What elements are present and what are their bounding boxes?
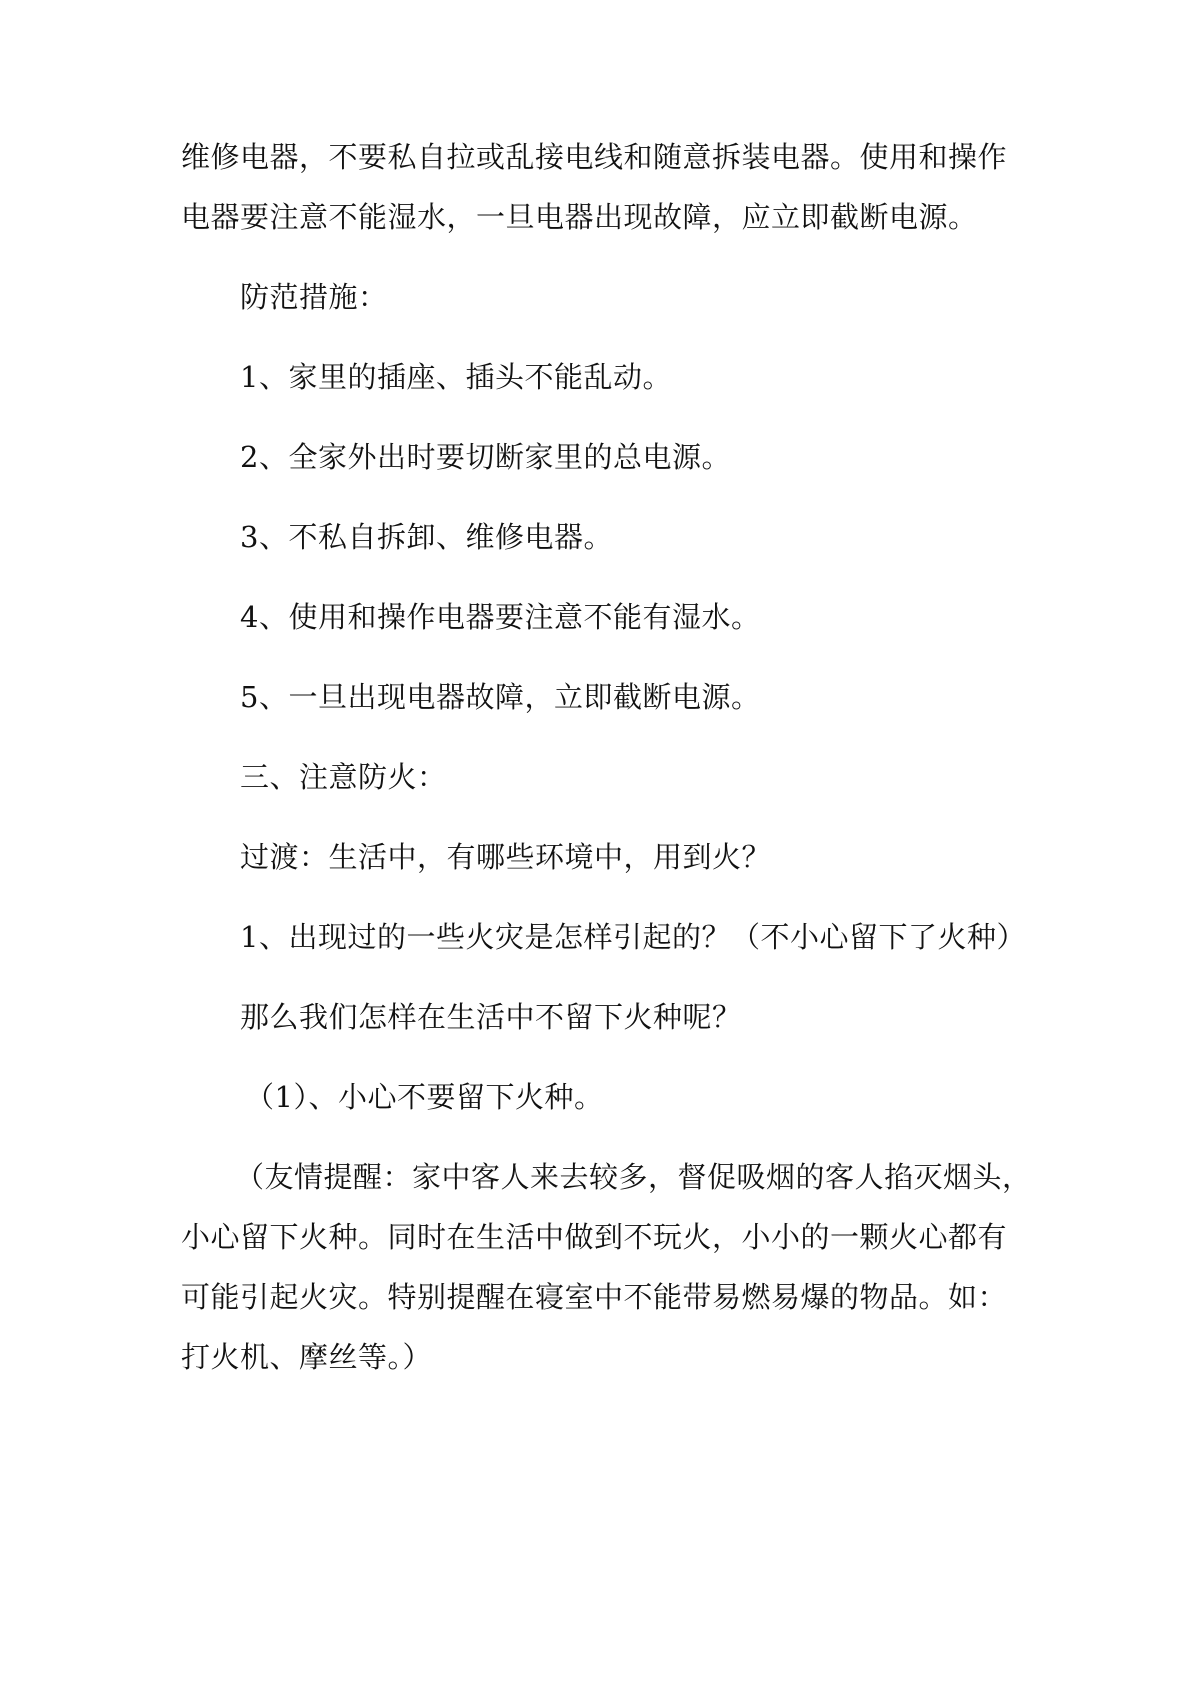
reminder-line: 打火机、摩丝等。） xyxy=(181,1340,433,1374)
measure-item: 5、一旦出现电器故障，立即截断电源。 xyxy=(240,680,761,714)
transition-text: 过渡：生活中，有哪些环境中，用到火？ xyxy=(240,840,772,874)
reminder-line: 小心留下火种。同时在生活中做到不玩火，小小的一颗火心都有 xyxy=(181,1220,1008,1254)
measure-item: 4、使用和操作电器要注意不能有湿水。 xyxy=(240,600,761,634)
section-heading: 三、注意防火： xyxy=(240,760,447,794)
measure-item: 3、不私自拆卸、维修电器。 xyxy=(240,520,613,554)
point-text: （1）、小心不要留下火种。 xyxy=(245,1080,604,1114)
measure-item: 1、家里的插座、插头不能乱动。 xyxy=(240,360,672,394)
reminder-line: 可能引起火灾。特别提醒在寝室中不能带易燃易爆的物品。如： xyxy=(181,1280,1008,1314)
reminder-line: （友情提醒：家中客人来去较多，督促吸烟的客人掐灭烟头， xyxy=(235,1160,1032,1194)
question-text: 1、出现过的一些火灾是怎样引起的？（不小心留下了火种） xyxy=(240,920,1026,954)
paragraph-line: 电器要注意不能湿水，一旦电器出现故障，应立即截断电源。 xyxy=(181,200,978,234)
follow-up-question: 那么我们怎样在生活中不留下火种呢？ xyxy=(240,1000,742,1034)
paragraph-line: 维修电器，不要私自拉或乱接电线和随意拆装电器。使用和操作 xyxy=(181,140,1008,174)
measures-heading: 防范措施： xyxy=(240,280,388,314)
measure-item: 2、全家外出时要切断家里的总电源。 xyxy=(240,440,731,474)
